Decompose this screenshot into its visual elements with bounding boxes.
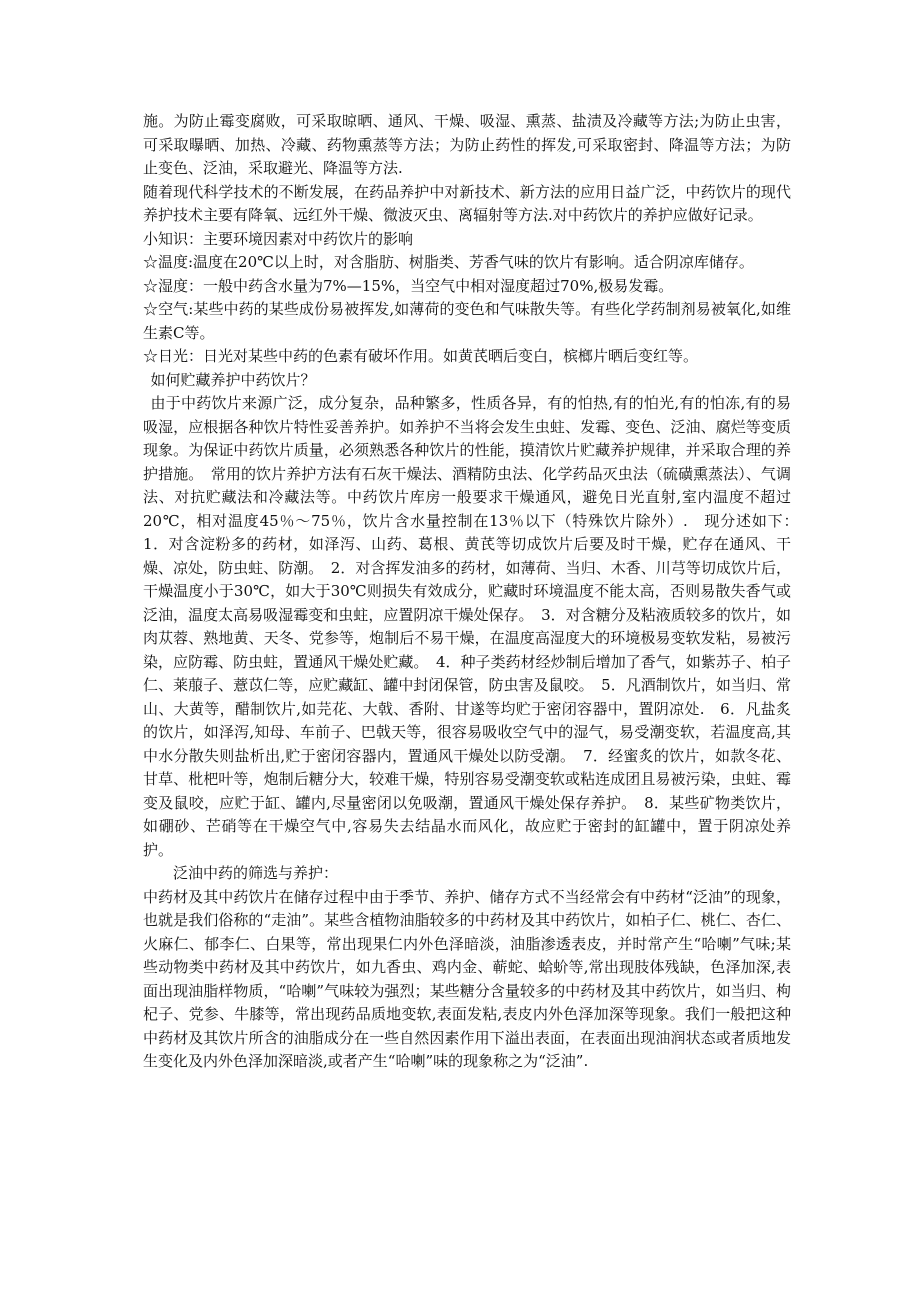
- section-heading-oil: 泛油中药的筛选与养护：: [173, 864, 339, 882]
- paragraph-storage-methods: 施。为防止霉变腐败，可采取晾晒、通风、干燥、吸湿、熏蒸、盐渍及冷藏等方法;为防止虫害，可采取曝晒、加热、冷藏、药物熏蒸等方法；为防止药性的挥发,可采取密封、降温等方法；为防止变色、泛油，采取避光、降温等方法.: [143, 112, 791, 177]
- paragraph-modern-techniques: 随着现代科学技术的不断发展，在药品养护中对新技术、新方法的应用日益广泛，中药饮片的现代养护技术主要有降氧、远红外干燥、微波灭虫、离辐射等方法.对中药饮片的养护应做好记录。: [143, 182, 791, 224]
- tip-air: ☆空气:某些中药的某些成份易被挥发,如薄荷的变色和气味散失等。有些化学药制剂易被氧化,如维生素C等。: [143, 300, 791, 342]
- document-page: [143, 110, 807, 1074]
- tip-sunlight: ☆日光：日光对某些中药的色素有破坏作用。如黄芪晒后变白，槟榔片晒后变红等。: [143, 347, 699, 365]
- section-heading-storage: 如何贮藏养护中药饮片？: [150, 370, 316, 389]
- paragraph-storage-details: 由于中药饮片来源广泛，成分复杂，品种繁多，性质各异，有的怕热,有的怕光,有的怕冻,有的易吸湿，应根据各种饮片特性妥善养护。如养护不当将会发生虫蛀、发霉、变色、泛油、腐烂等变质现象。为保证中药饮片质量，必须熟悉各种饮片的性能，摸清饮片贮藏养护规律，并采取合理的养护措施。 常用的饮片养护方法有石灰干燥法、酒精防虫法、化学药品灭虫法（硫磺熏蒸法）、气调法、对抗贮藏法和冷藏法等。中药饮片库房一般要求干燥通风，避免日光直射,室内温度不超过20℃，相对温度45％～75％，饮片含水量控制在13％以下（特殊饮片除外）. 现分述如下： 1．对含淀粉多的药材，如泽泻、山药、葛根、黄芪等切成饮片后要及时干燥，贮存在通风、干燥、凉处，防虫蛀、防潮。 2．对含挥发油多的药材，如薄荷、当归、木香、川芎等切成饮片后，干燥温度小于30℃，如大于30℃则损失有效成分，贮藏时环境温度不能太高，否则易散失香气或泛油，温度太高易吸湿霉变和虫蛀，应置阴凉干燥处保存。 3．对含糖分及粘液质较多的饮片，如肉苁蓉、熟地黄、天冬、党参等，炮制后不易干燥，在温度高湿度大的环境极易变软发粘，易被污染，应防霉、防虫蛀，置通风干燥处贮藏。 4．种子类药材经炒制后增加了香气，如紫苏子、柏子仁、莱菔子、薏苡仁等，应贮藏缸、罐中封闭保管，防虫害及鼠咬。 5．凡酒制饮片，如当归、常山、大黄等，醋制饮片,如芫花、大戟、香附、甘遂等均贮于密闭容器中，置阴凉处. 6．凡盐炙的饮片，如泽泻,知母、车前子、巴戟天等，很容易吸收空气中的湿气，易受潮变软，若温度高,其中水分散失则盐析出,贮于密闭容器内，置通风干燥处以防受潮。 7．经蜜炙的饮片，如款冬花、甘草、枇杷叶等，炮制后糖分大，较难干燥，特别容易受潮变软或粘连成团且易被污染，虫蛀、霉变及鼠咬，应贮于缸、罐内,尽量密闭以免吸潮，置通风干燥处保存养护。 8．某些矿物类饮片，如硼砂、芒硝等在干燥空气中,容易失去结晶水而风化，故应贮于密封的缸罐中，置于阴凉处养护。: [143, 394, 807, 859]
- section-heading-tips: 小知识：主要环境因素对中药饮片的影响: [143, 229, 414, 248]
- tip-humidity: ☆湿度：一般中药含水量为7%—15%，当空气中相对湿度超过70%,极易发霉。: [143, 276, 674, 295]
- paragraph-oil-phenomenon: 中药材及其中药饮片在储存过程中由于季节、养护、储存方式不当经常会有中药材“泛油”的现象，也就是我们俗称的“走油”。某些含植物油脂较多的中药材及其中药饮片，如柏子仁、桃仁、杏仁、火麻仁、郁李仁、白果等，常出现果仁内外色泽暗淡，油脂渗透表皮，并时常产生“哈喇”气味;某些动物类中药材及其中药饮片，如九香虫、鸡内金、蕲蛇、蛤蚧等,常出现肢体残缺，色泽加深,表面出现油脂样物质，“哈喇”气味较为强烈；某些糖分含量较多的中药材及其中药饮片，如当归、枸杞子、党参、牛膝等，常出现药品质地变软,表面发粘,表皮内外色泽加深等现象。我们一般把这种中药材及其饮片所含的油脂成分在一些自然因素作用下溢出表面，在表面出现油润状态或者质地发生变化及内外色泽加深暗淡,或者产生“哈喇”味的现象称之为“泛油”.: [143, 887, 791, 1070]
- tip-temperature: ☆温度:温度在20℃以上时，对含脂肪、树脂类、芳香气味的饮片有影响。适合阴凉库储存。: [143, 253, 754, 271]
